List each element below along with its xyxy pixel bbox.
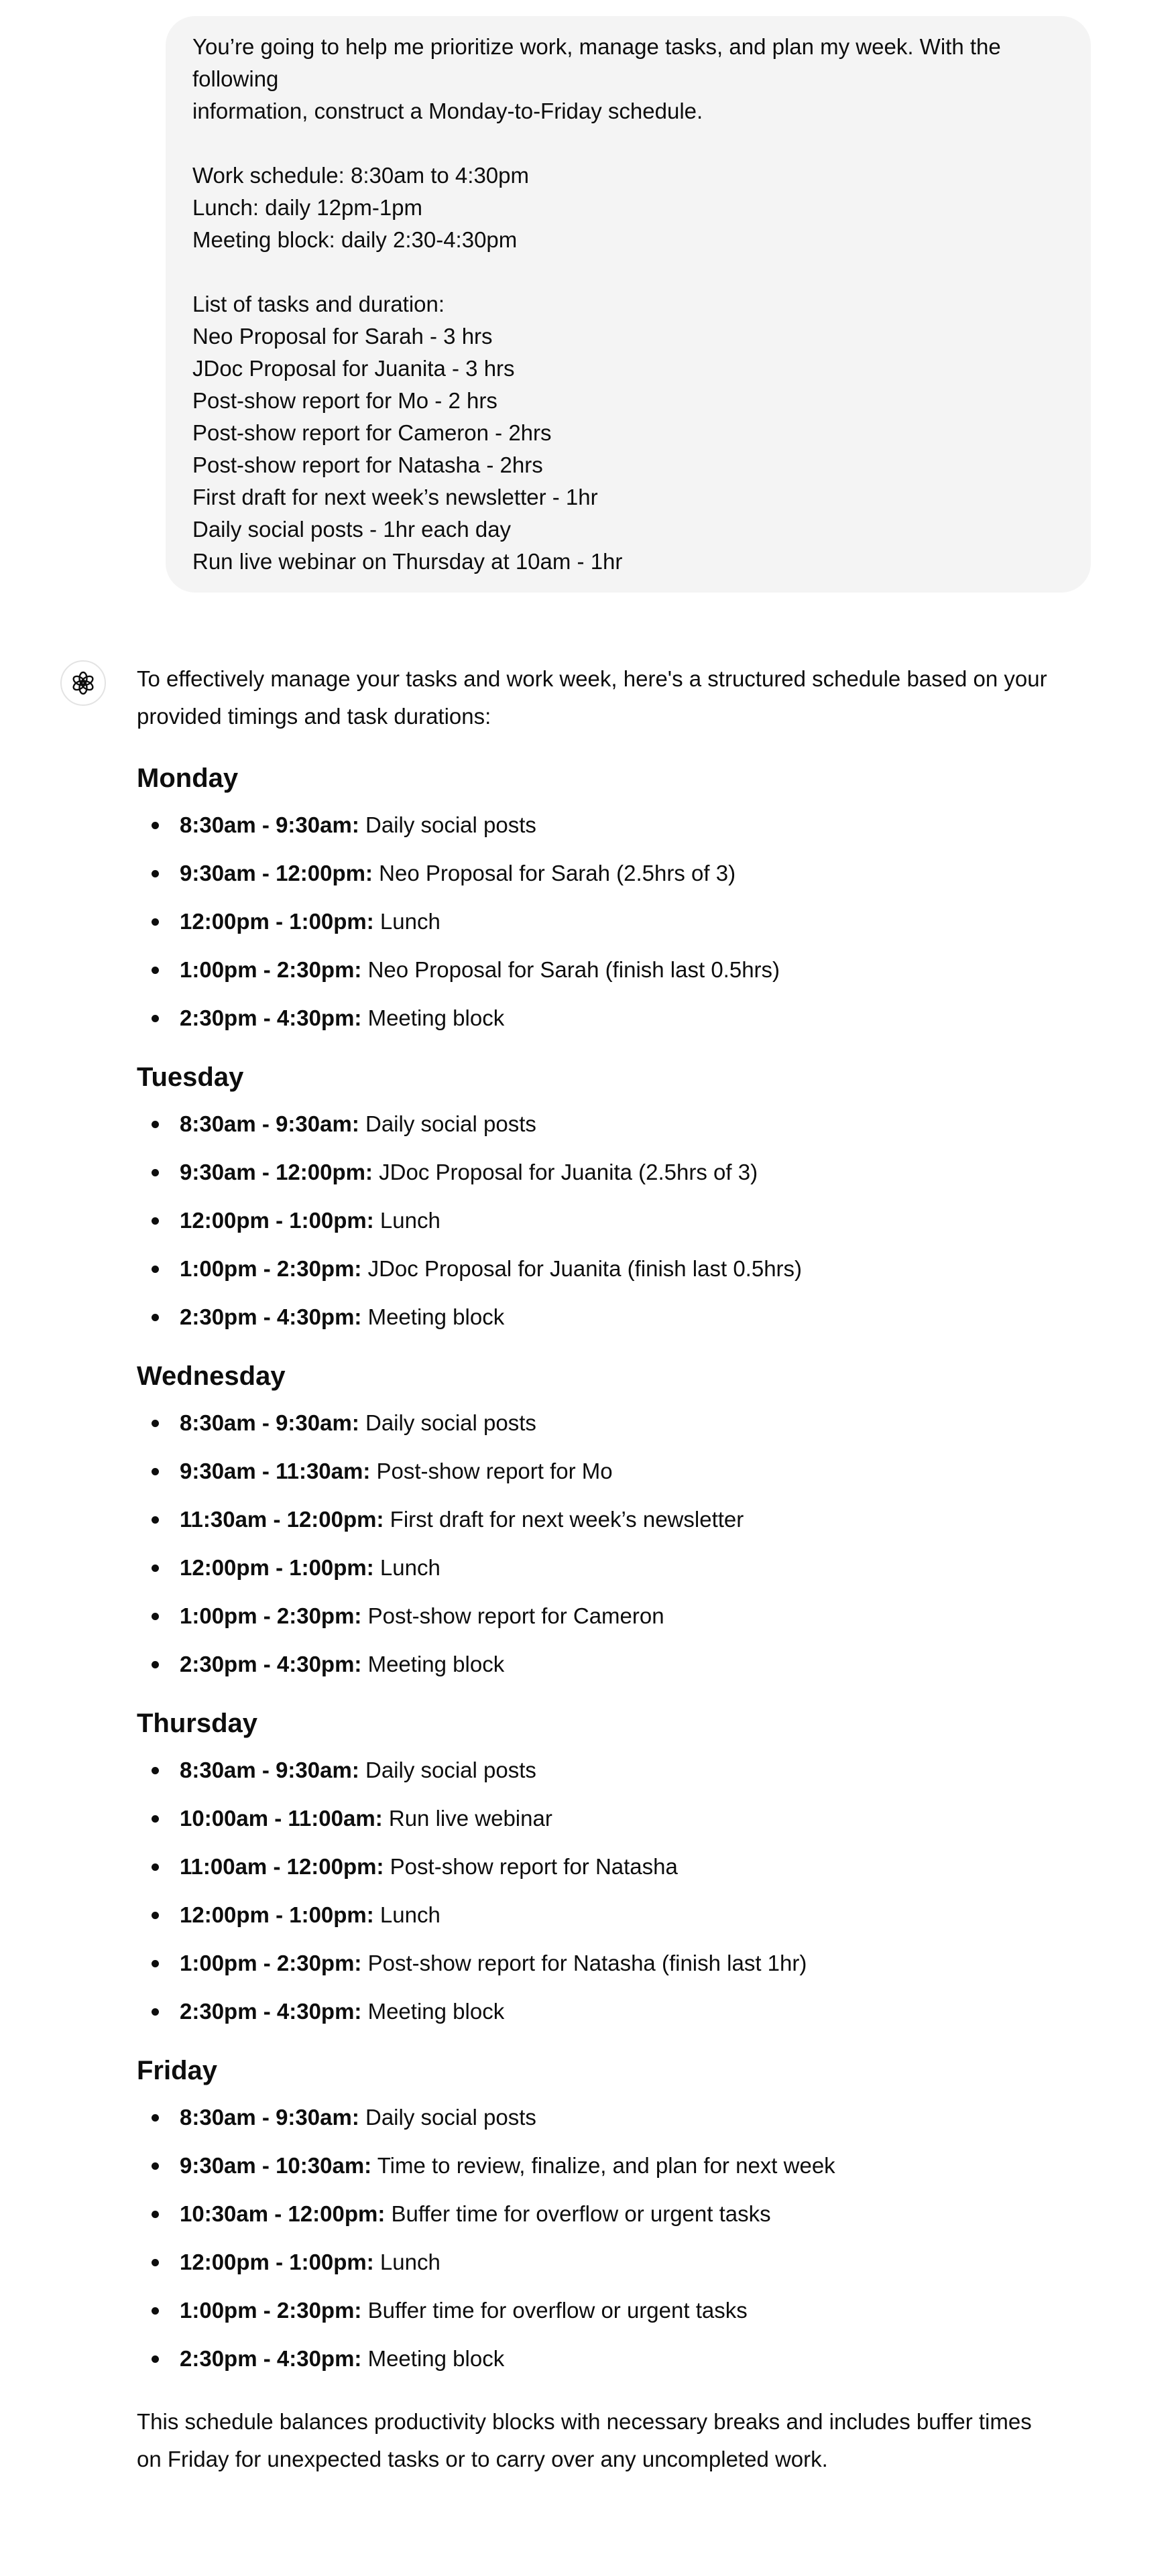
day-heading: Thursday <box>137 1709 258 1738</box>
task-label: Lunch <box>373 1902 440 1927</box>
time-range: 9:30am - 11:30am: <box>180 1459 371 1483</box>
list-item <box>137 1407 1062 1439</box>
task-label: Lunch <box>373 1208 440 1233</box>
list-item <box>137 1851 1062 1883</box>
time-range: 1:00pm - 2:30pm: <box>180 1951 362 1975</box>
list-item <box>137 2294 1062 2327</box>
day-section-tuesday <box>137 1061 1062 1333</box>
task-label: Run live webinar <box>382 1806 552 1831</box>
task-label: Post-show report for Natasha (finish last 1hr) <box>361 1951 807 1975</box>
list-item <box>137 2198 1062 2230</box>
time-range: 2:30pm - 4:30pm: <box>180 1652 362 1676</box>
time-range: 2:30pm - 4:30pm: <box>180 1999 362 2024</box>
task-label: Lunch <box>373 1555 440 1580</box>
task-label: Daily social posts <box>359 1758 536 1782</box>
bullet-icon <box>152 1960 159 1967</box>
task-label: Daily social posts <box>359 1410 536 1435</box>
bullet-icon <box>152 2162 159 2170</box>
assistant-intro: To effectively manage your tasks and work week, here's a structured schedule based on your provided timings and task durations: <box>137 666 1047 729</box>
bullet-icon <box>152 870 159 877</box>
list-item <box>137 1899 1062 1931</box>
time-range: 8:30am - 9:30am: <box>180 812 359 837</box>
day-schedule-list <box>137 1108 1062 1333</box>
task-label: Time to review, finalize, and plan for next week <box>371 2153 835 2178</box>
user-message-line: Post-show report for Natasha - 2hrs <box>192 452 543 477</box>
list-item <box>137 2246 1062 2278</box>
list-item <box>137 1947 1062 1979</box>
day-schedule-list <box>137 2101 1062 2375</box>
list-item <box>137 1996 1062 2028</box>
day-section-friday <box>137 2054 1062 2375</box>
task-label: Meeting block <box>361 1304 505 1329</box>
bullet-icon <box>152 1217 159 1225</box>
time-range: 9:30am - 12:00pm: <box>180 861 373 885</box>
day-heading: Wednesday <box>137 1361 286 1391</box>
user-message-line <box>192 256 1064 288</box>
time-range: 12:00pm - 1:00pm: <box>180 1555 374 1580</box>
task-label: Lunch <box>373 2250 440 2274</box>
task-label: JDoc Proposal for Juanita (2.5hrs of 3) <box>372 1160 758 1184</box>
list-item <box>137 2343 1062 2375</box>
task-label: First draft for next week’s newsletter <box>384 1507 744 1532</box>
bullet-icon <box>152 918 159 926</box>
task-label: Lunch <box>373 909 440 934</box>
task-label: JDoc Proposal for Juanita (finish last 0.5hrs) <box>361 1256 803 1281</box>
bullet-icon <box>152 1613 159 1620</box>
time-range: 1:00pm - 2:30pm: <box>180 1603 362 1628</box>
day-section-wednesday <box>137 1360 1062 1680</box>
day-schedule-list <box>137 1407 1062 1680</box>
list-item <box>137 1301 1062 1333</box>
list-item <box>137 857 1062 890</box>
bullet-icon <box>152 1169 159 1176</box>
day-schedule-list <box>137 809 1062 1034</box>
bullet-icon <box>152 2114 159 2122</box>
list-item <box>137 1205 1062 1237</box>
user-message-line: Meeting block: daily 2:30-4:30pm <box>192 227 518 252</box>
assistant-content <box>137 660 1062 2478</box>
time-range: 11:30am - 12:00pm: <box>180 1507 384 1532</box>
bullet-icon <box>152 1121 159 1128</box>
bullet-icon <box>152 1767 159 1774</box>
task-label: Daily social posts <box>359 1111 536 1136</box>
user-message-line: Post-show report for Mo - 2 hrs <box>192 388 497 413</box>
task-label: Daily social posts <box>359 2105 536 2130</box>
list-item <box>137 1802 1062 1835</box>
user-message-line: Run live webinar on Thursday at 10am - 1hr <box>192 549 623 574</box>
time-range: 8:30am - 9:30am: <box>180 1758 359 1782</box>
list-item <box>137 1108 1062 1140</box>
list-item <box>137 1648 1062 1680</box>
bullet-icon <box>152 1420 159 1427</box>
day-heading: Monday <box>137 763 239 793</box>
time-range: 2:30pm - 4:30pm: <box>180 1005 362 1030</box>
list-item <box>137 1552 1062 1584</box>
bullet-icon <box>152 1468 159 1475</box>
bullet-icon <box>152 1815 159 1823</box>
user-message-line: First draft for next week’s newsletter - 1hr <box>192 485 598 509</box>
bullet-icon <box>152 822 159 829</box>
day-heading: Tuesday <box>137 1062 244 1092</box>
bullet-icon <box>152 2307 159 2315</box>
list-item <box>137 2150 1062 2182</box>
task-label: Meeting block <box>361 1005 505 1030</box>
time-range: 11:00am - 12:00pm: <box>180 1854 384 1879</box>
schedule-days <box>137 762 1062 2375</box>
day-section-thursday <box>137 1707 1062 2028</box>
time-range: 1:00pm - 2:30pm: <box>180 1256 362 1281</box>
time-range: 1:00pm - 2:30pm: <box>180 957 362 982</box>
task-label: Meeting block <box>361 2346 505 2371</box>
bullet-icon <box>152 2259 159 2266</box>
bullet-icon <box>152 2008 159 2016</box>
time-range: 8:30am - 9:30am: <box>180 1111 359 1136</box>
bullet-icon <box>152 967 159 974</box>
list-item <box>137 1253 1062 1285</box>
list-item <box>137 2101 1062 2134</box>
user-message-line: Lunch: daily 12pm-1pm <box>192 195 423 220</box>
user-message-line: information, construct a Monday-to-Friday schedule. <box>192 99 703 123</box>
task-label: Neo Proposal for Sarah (finish last 0.5hrs) <box>361 957 780 982</box>
bullet-icon <box>152 1516 159 1524</box>
time-range: 9:30am - 12:00pm: <box>180 1160 373 1184</box>
user-message-bubble <box>166 16 1091 593</box>
day-schedule-list <box>137 1754 1062 2028</box>
time-range: 12:00pm - 1:00pm: <box>180 909 374 934</box>
list-item <box>137 1504 1062 1536</box>
openai-logo-icon <box>70 670 97 696</box>
day-heading: Friday <box>137 2056 218 2085</box>
day-section-monday <box>137 762 1062 1034</box>
time-range: 10:00am - 11:00am: <box>180 1806 383 1831</box>
user-message-line: Daily social posts - 1hr each day <box>192 517 512 542</box>
bullet-icon <box>152 1912 159 1919</box>
list-item <box>137 906 1062 938</box>
bullet-icon <box>152 2355 159 2363</box>
time-range: 8:30am - 9:30am: <box>180 2105 359 2130</box>
user-message-line: JDoc Proposal for Juanita - 3 hrs <box>192 356 515 381</box>
time-range: 9:30am - 10:30am: <box>180 2153 372 2178</box>
bullet-icon <box>152 1015 159 1022</box>
task-label: Post-show report for Mo <box>370 1459 613 1483</box>
list-item <box>137 1156 1062 1188</box>
task-label: Daily social posts <box>359 812 536 837</box>
time-range: 12:00pm - 1:00pm: <box>180 1902 374 1927</box>
user-message-line: Neo Proposal for Sarah - 3 hrs <box>192 324 493 349</box>
time-range: 10:30am - 12:00pm: <box>180 2201 386 2226</box>
time-range: 1:00pm - 2:30pm: <box>180 2298 362 2323</box>
task-label: Meeting block <box>361 1652 505 1676</box>
list-item <box>137 1455 1062 1487</box>
task-label: Meeting block <box>361 1999 505 2024</box>
bullet-icon <box>152 1863 159 1871</box>
task-label: Buffer time for overflow or urgent tasks <box>385 2201 771 2226</box>
list-item <box>137 954 1062 986</box>
user-message-line: You’re going to help me prioritize work, manage tasks, and plan my week. With the following <box>192 34 1001 91</box>
time-range: 2:30pm - 4:30pm: <box>180 2346 362 2371</box>
user-message-line: Work schedule: 8:30am to 4:30pm <box>192 163 529 188</box>
time-range: 12:00pm - 1:00pm: <box>180 2250 374 2274</box>
user-message-line: Post-show report for Cameron - 2hrs <box>192 420 552 445</box>
bullet-icon <box>152 1565 159 1572</box>
bullet-icon <box>152 1661 159 1668</box>
task-label: Neo Proposal for Sarah (2.5hrs of 3) <box>372 861 736 885</box>
task-label: Post-show report for Cameron <box>361 1603 664 1628</box>
time-range: 12:00pm - 1:00pm: <box>180 1208 374 1233</box>
assistant-avatar <box>60 660 106 706</box>
user-message-line <box>192 127 1064 160</box>
bullet-icon <box>152 1266 159 1273</box>
list-item <box>137 1002 1062 1034</box>
time-range: 8:30am - 9:30am: <box>180 1410 359 1435</box>
assistant-outro: This schedule balances productivity blocks with necessary breaks and includes buffer times on Friday for unexpected tasks or to carry over any uncompleted work. <box>137 2409 1032 2471</box>
list-item <box>137 809 1062 841</box>
bullet-icon <box>152 2211 159 2218</box>
time-range: 2:30pm - 4:30pm: <box>180 1304 362 1329</box>
list-item <box>137 1754 1062 1786</box>
bullet-icon <box>152 1314 159 1321</box>
task-label: Post-show report for Natasha <box>384 1854 678 1879</box>
user-message-line: List of tasks and duration: <box>192 292 445 316</box>
list-item <box>137 1600 1062 1632</box>
task-label: Buffer time for overflow or urgent tasks <box>361 2298 748 2323</box>
